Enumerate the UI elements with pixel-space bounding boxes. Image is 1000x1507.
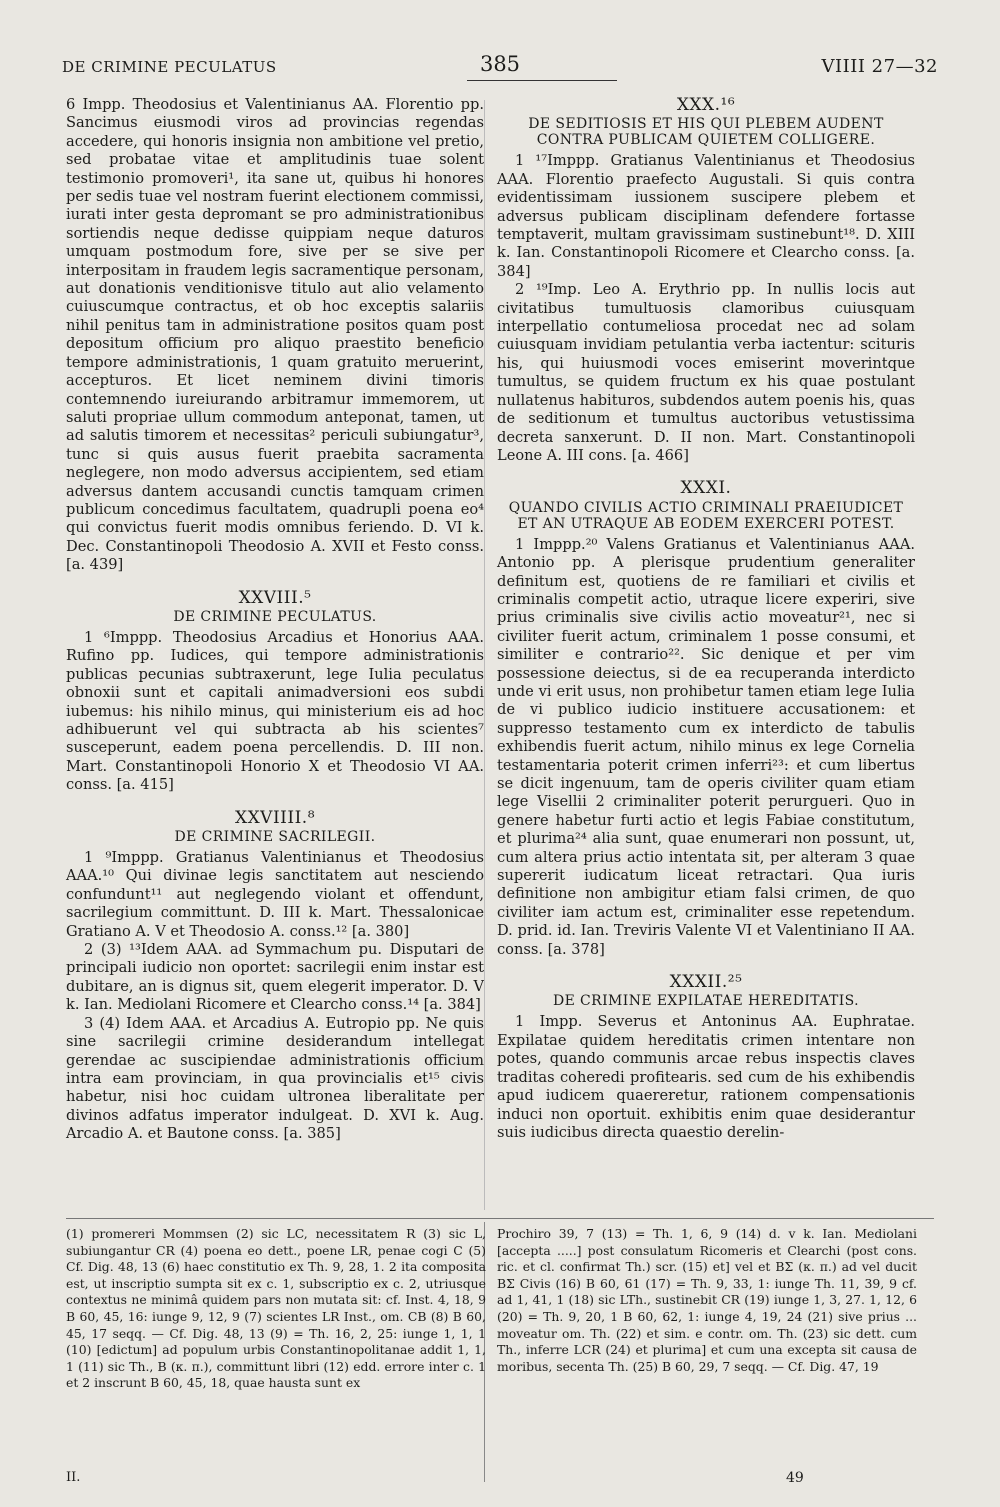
left-column	[66, 96, 484, 1144]
section-31-number: XXXI.	[680, 478, 732, 499]
section-28-paragraph-1: 1 ⁶Imppp. Theodosius Arcadius et Honorius AAA. Rufino pp. Iudices, qui tempore administrationis publicas pecunias subtraxerunt, lege Iulia peculatus obnoxii sunt et capitali animadversioni eos subdi iubemus: his nihilo minus, qui ministerium eis ad hoc adhibuerunt vel qui subtracta ab his scientes⁷ susceperunt, eadem poena percellendis. D. III non. Mart. Constantinopoli Honorio X et Theodosio VI AA. conss. [a. 415]	[66, 628, 484, 794]
section-30-paragraph-2: 2 ¹⁹Imp. Leo A. Erythrio pp. In nullis locis aut civitatibus tumultuosis clamoribus cuiusquam interpellatio contumeliosa procedat nec ad solam cuiusquam invidiam petulantia verba iactentur: scituris his, qui huiusmodi voces emiserint moverintque tumultus, se quidem fructum ex his quae postulant nullatenus habituros, subdendos autem poenis his, quas de seditionum et tumultus auctoribus vetustissima decreta sanxerunt. D. II non. Mart. Constantinopoli Leone A. III cons. [a. 466]	[497, 281, 915, 464]
running-header	[62, 52, 938, 86]
section-32-title: DE CRIMINE EXPILATAE HEREDITATIS.	[552, 993, 860, 1010]
section-32-paragraph-1: 1 Impp. Severus et Antoninus AA. Euphratae. Expilatae quidem hereditatis crimen intentare non potes, quando communis arcae rebus inspectis claves traditas coheredi profitearis. sed cum de his exhibendis apud iudicem quaereretur, rationem compensationis induci non oportuit. exhibitis enim quae desiderantur suis iudicibus directa quaestio derelin-	[497, 1013, 915, 1141]
paragraph-6: 6 Impp. Theodosius et Valentinianus AA. Florentio pp. Sancimus eiusmodi viros ad provincias regendas accedere, qui honoris insignia non ambitione vel pretio, sed probatae vitae et amplitudinis tuae solent testimonio promoveri¹, ita sane ut, quibus hi honores per sedis tuae vel nostram fuerint electionem commissi, iurati inter gesta depromant se pro administrationibus sortiendis neque dedisse quippiam neque daturos umquam postmodum fore, sive per se sive per interpositam in fraudem legis sacramentique personam, aut donationis venditionisve titulo aut alio velamento cuiuscumque contractus, et ob hoc exceptis salariis nihil penitus tam in administratione positos quam post depositum officium pro aliquo praestito beneficio tempore administrationis, 1 quam gratuito meruerint, accepturos. Et licet neminem divini timoris contemnendo iureiurando arbitramur immemorem, ut saluti propriae ullum commodum anteponat, tamen, ut ad salutis timorem et necessitas² periculi subiungatur³, tunc si quis ausus fuerit praebita sacramenta neglegere, non modo adversus accipientem, sed etiam adversus dantem accusandi cunctis tamquam crimen publicum concedimus facultatem, quadrupli poena eo⁴ qui convictus fuerit modis omnibus feriendo. D. VI k. Dec. Constantinopoli Theodosio A. XVII et Festo conss. [a. 439]	[66, 96, 484, 574]
section-29-paragraph-3: 3 (4) Idem AAA. et Arcadius A. Eutropio pp. Ne quis sine sacrilegii crimine desiderandum intellegat gerendae ac suscipiendae administrationis officium intra eam provinciam, in qua provincialis et¹⁵ civis habetur, nisi hoc cuidam ultronea liberalitate per divinos adfatus imperator indulgeat. D. XVI k. Aug. Arcadio A. et Bautone conss. [a. 385]	[66, 1014, 484, 1143]
column-divider	[484, 100, 485, 1210]
footnotes-right	[497, 1226, 917, 1375]
section-28-title: DE CRIMINE PECULATUS.	[173, 608, 377, 625]
right-column	[497, 96, 915, 1142]
header-rule	[467, 80, 617, 81]
section-31-title: QUANDO CIVILIS ACTIO CRIMINALI PRAEIUDICET ET AN UTRAQUE AB EODEM EXERCERI POTEST.	[508, 499, 904, 532]
section-30-title: DE SEDITIOSIS ET HIS QUI PLEBEM AUDENT CONTRA PUBLICAM QUIETEM COLLIGERE.	[528, 116, 884, 149]
section-29-paragraph-2: 2 (3) ¹³Idem AAA. ad Symmachum pu. Disputari de principali iudicio non oportet: sacrilegii enim instar est dubitare, an is dignus sit, quem elegerit imperator. D. V k. Ian. Mediolani Ricomere et Clearcho conss.¹⁴ [a. 384]	[66, 941, 484, 1014]
footnotes-left	[66, 1226, 486, 1392]
header-page-number: 385	[479, 52, 521, 76]
section-29-title: DE CRIMINE SACRILEGII.	[174, 829, 376, 846]
header-right-reference: VIIII 27—32	[821, 56, 938, 77]
footnote-rule	[66, 1218, 934, 1219]
section-29-paragraph-1: 1 ⁹Imppp. Gratianus Valentinianus et Theodosius AAA.¹⁰ Qui divinae legis sanctitatem aut nesciendo confundunt¹¹ aut neglegendo violant et offendunt, sacrilegium committunt. D. III k. Mart. Thessalonicae Gratiano A. V et Theodosio A. conss.¹² [a. 380]	[66, 849, 484, 940]
signature-mark: II.	[66, 1470, 81, 1485]
section-32-number: XXXII.²⁵	[669, 972, 743, 993]
section-28-number: XXVIII.⁵	[238, 587, 312, 608]
header-left-title: DE CRIMINE PECULATUS	[62, 58, 277, 76]
footnotes-left-text: (1) promereri Mommsen (2) sic LC, necessitatem R (3) sic L, subiungantur CR (4) poena eo dett., poene LR, penae cogi C (5) Cf. Dig. 48, 13 (6) haec constitutio ex Th. 9, 28, 1. 2 ita composita est, ut inscriptio sumpta sit ex c. 1, subscriptio ex c. 2, utriusque contextus ne minimâ quidem pars non mutata sit: cf. Inst. 4, 18, 9 B 60, 45, 16: iunge 9, 12, 9 (7) scientes LR Inst., om. CB (8) B 60, 45, 17 seqq. — Cf. Dig. 48, 13 (9) = Th. 16, 2, 25: iunge 1, 1, 1 (10) [edictum] ad populum urbis Constantinopolitanae addit 1, 1, 1 (11) sic Th., B (κ. π.), committunt libri (12) edd. errore inter c. 1 et 2 inscrunt B 60, 45, 18, quae hausta sunt ex	[66, 1226, 486, 1391]
footnotes-right-text: Prochiro 39, 7 (13) = Th. 1, 6, 9 (14) d. v k. Ian. Mediolani [accepta .....] post consulatum Ricomeris et Clearchi (post cons. ric. et cl. confirmat Th.) scr. (15) et] vel et BΣ (κ. π.) ad vel ducit BΣ Civis (16) B 60, 61 (17) = Th. 9, 33, 1: iunge Th. 11, 39, 9 cf. ad 1, 41, 1 (18) sic LTh., sustinebit CR (19) iunge 1, 3, 27. 1, 12, 6 (20) = Th. 9, 20, 1 B 60, 62, 1: iunge 4, 19, 24 (21) sive prius ... moveatur om. Th. (22) et sim. e contr. om. Th. (23) sic dett. cum Th., inferre LCR (24) et plurima] et cum una excepta sit causa de moribus, secenta Th. (25) B 60, 29, 7 seqq. — Cf. Dig. 47, 19	[497, 1226, 917, 1374]
section-29-number: XXVIIII.⁸	[234, 807, 316, 828]
section-30-paragraph-1: 1 ¹⁷Imppp. Gratianus Valentinianus et Theodosius AAA. Florentio praefecto Augustali. Si quis contra evidentissimam iussionem suscipere plebem et adversus publicam disciplinam defendere fortasse temptaverit, multam gravissimam sustinebunt¹⁸. D. XIII k. Ian. Constantinopoli Ricomere et Clearcho conss. [a. 384]	[497, 152, 915, 280]
footer-page-number: 49	[786, 1470, 804, 1486]
section-30-number: XXX.¹⁶	[676, 95, 736, 115]
section-31-paragraph-1: 1 Imppp.²⁰ Valens Gratianus et Valentinianus AAA. Antonio pp. A plerisque prudentium generaliter definitum est, quotiens de re familiari et civilis et criminalis competit actio, utraque licere experiri, sive prius criminalis sive civilis actio moveatur²¹, nec si civiliter fuerit actum, criminalem 1 posse consumi, et similiter e contrario²². Sic denique et per vim possessione deiectus, si de ea recuperanda interdicto unde vi erit usus, non prohibetur tamen etiam lege Iulia de vi publico iudicio instituere accusationem: et suppresso testamento cum ex interdicto de tabulis exhibendis fuerit actum, nihilo minus ex lege Cornelia testamentaria poterit crimen inferri²³: et cum libertus se dicit ingenuum, tam de operis civiliter quam etiam lege Visellii 2 criminaliter poterit perurgueri. Quo in genere habetur furti actio et legis Fabiae constitutum, et plurima²⁴ alia sunt, quae enumerari non possunt, ut, cum altera prius actio intentata sit, per alteram 3 quae supererit iudicatum liceat retractari. Qua iuris definitione non ambigitur etiam falsi crimen, de quo civiliter iam actum est, criminaliter esse repetendum. D. prid. id. Ian. Treviris Valente VI et Valentiniano II AA. conss. [a. 378]	[497, 535, 915, 958]
